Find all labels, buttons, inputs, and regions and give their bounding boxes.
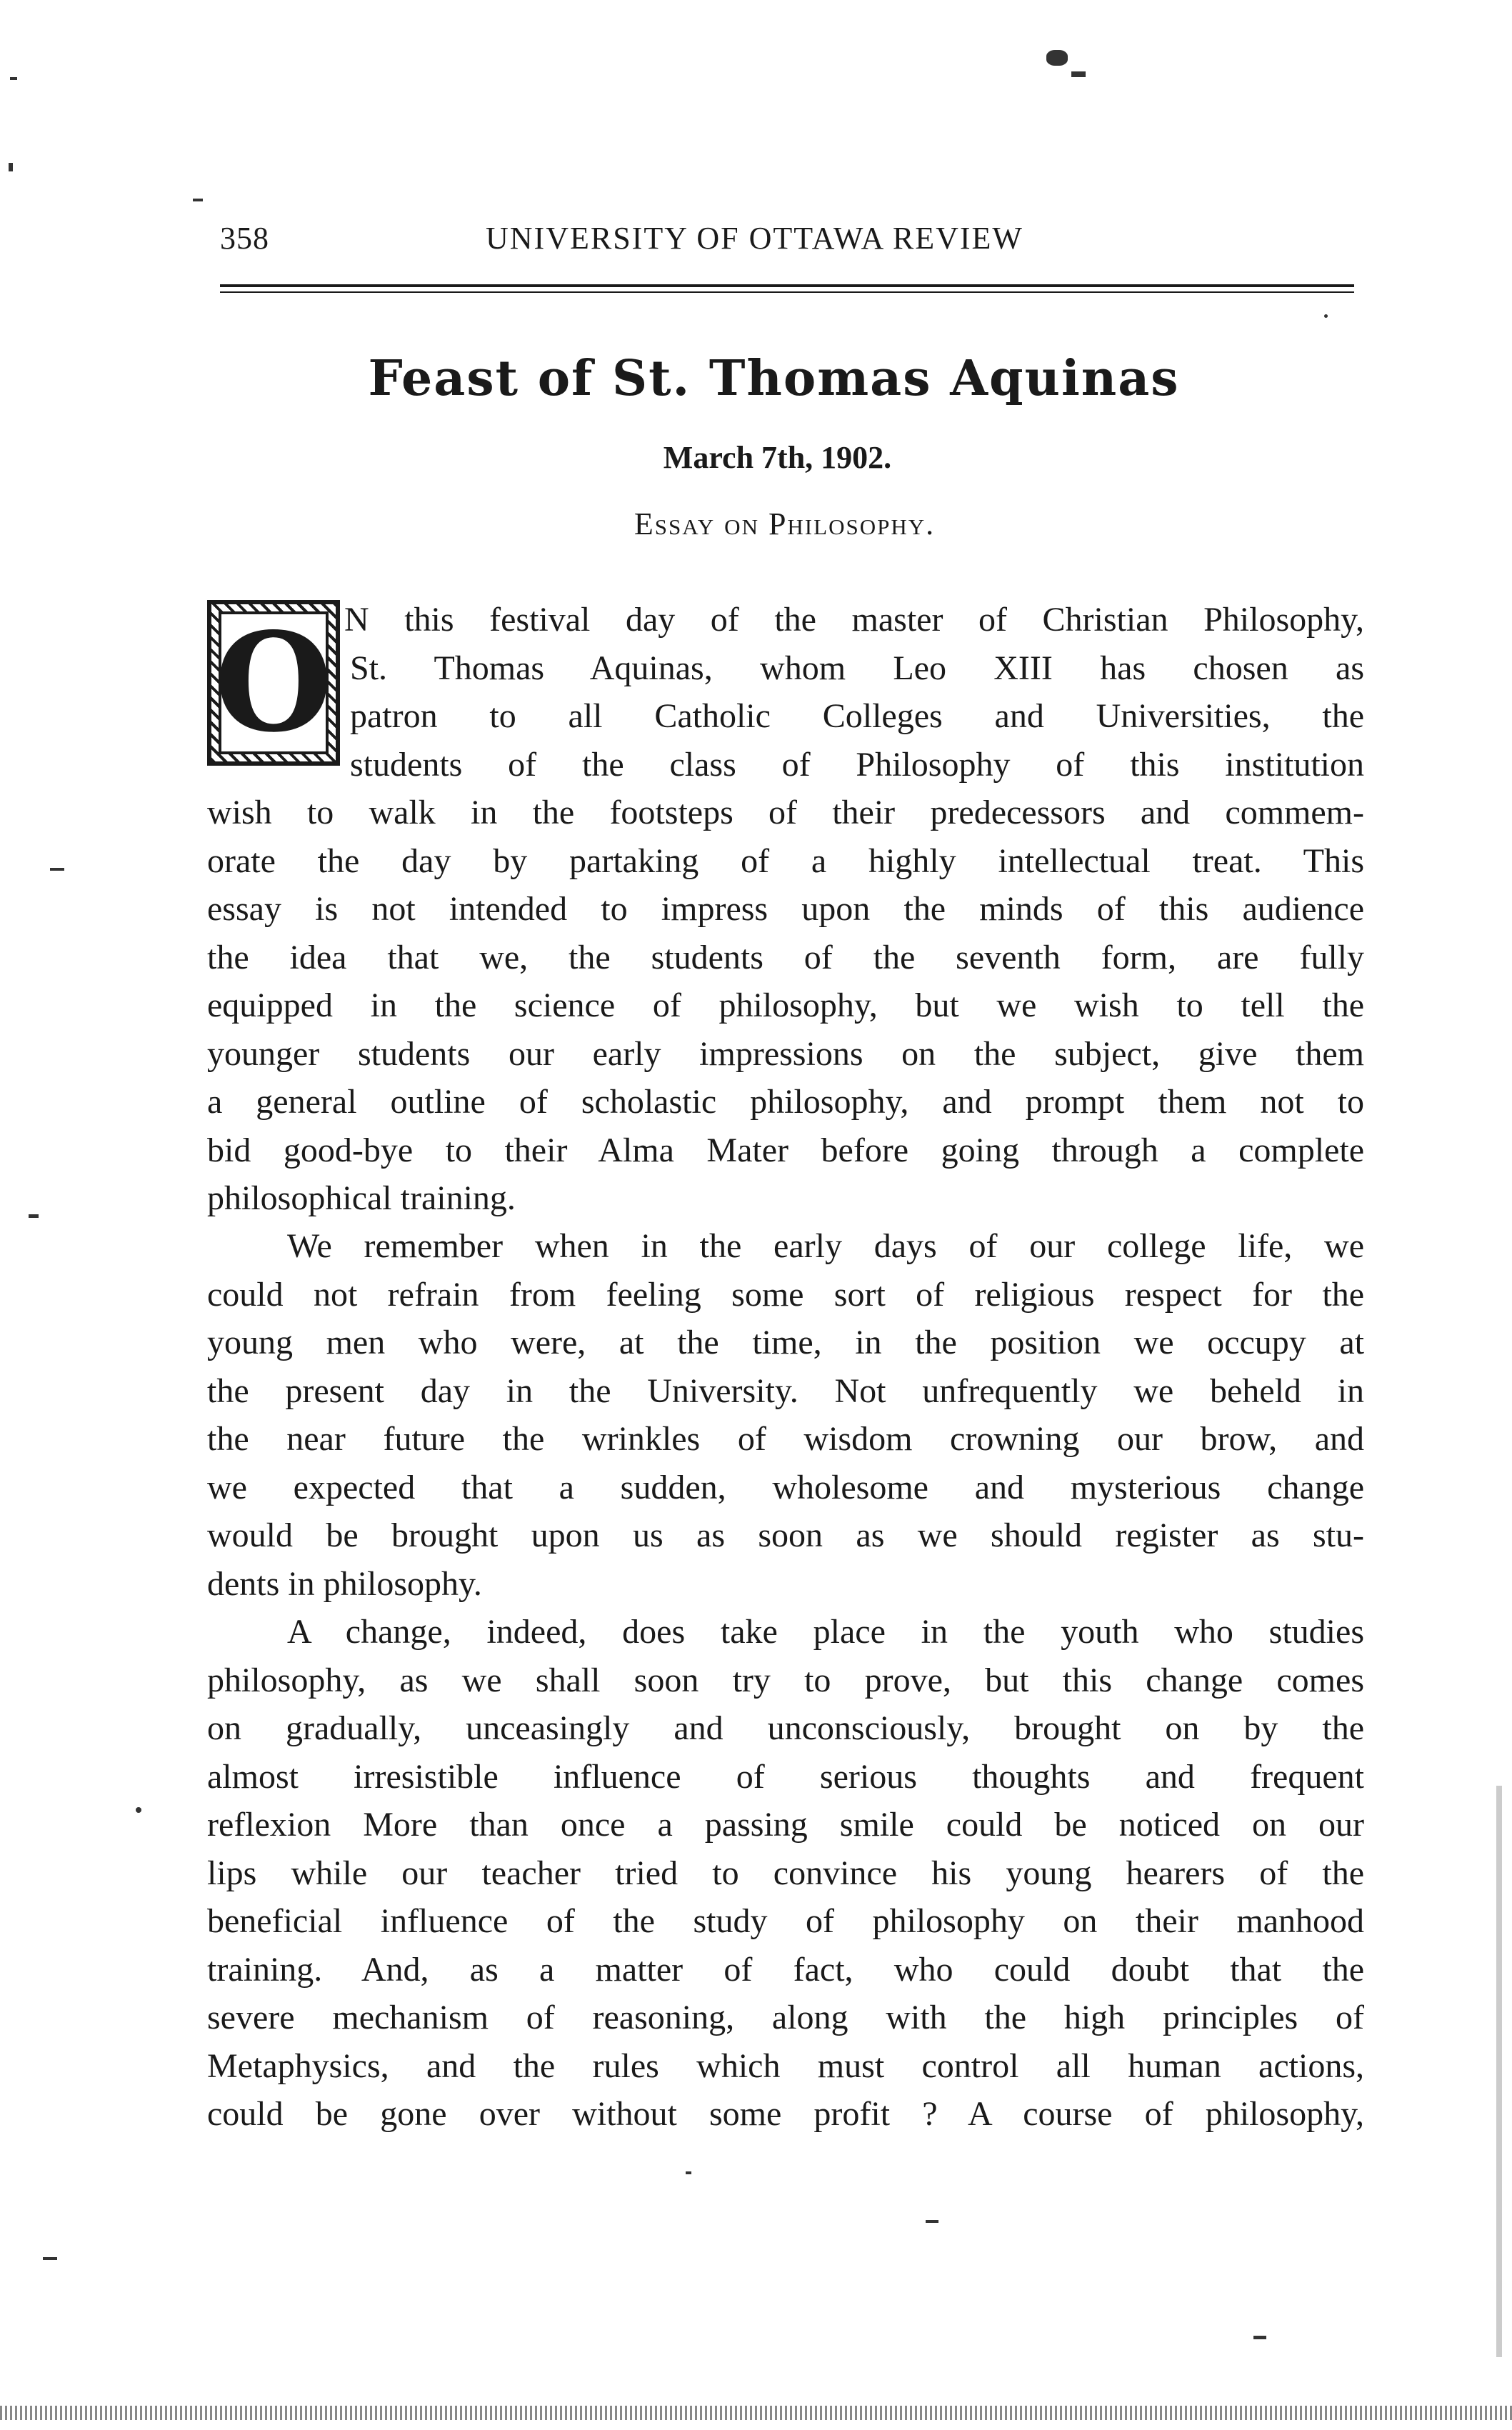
drop-cap-letter: O — [214, 603, 333, 762]
scan-speck — [1253, 2336, 1266, 2339]
text-line: St. Thomas Aquinas, whom Leo XIII has chosen as — [350, 649, 1364, 687]
scan-speck — [29, 1214, 39, 1218]
text-line: severe mechanism of reasoning, along with the high principles of — [207, 1999, 1364, 2036]
text-line: could not refrain from feeling some sort of religious respect for the — [207, 1275, 1364, 1314]
journal-title: UNIVERSITY OF OTTAWA REVIEW — [486, 221, 1023, 256]
text-line: the present day in the University. Not unfrequently we beheld in — [207, 1371, 1364, 1410]
text-line: Metaphysics, and the rules which must control all human actions, — [207, 2046, 1364, 2085]
paragraph-2 — [207, 1222, 1364, 1608]
text-line: N this festival day of the master of Christian Philosophy, — [344, 601, 1364, 639]
text-line: the near future the wrinkles of wisdom crowning our brow, and — [207, 1420, 1364, 1458]
article-title: Feast of St. Thomas Aquinas — [368, 350, 1180, 407]
text-line: lips while our teacher tried to convince his young hearers of the — [207, 1854, 1364, 1892]
scan-speck — [10, 77, 17, 80]
text-line: beneficial influence of the study of philosophy on their manhood — [207, 1902, 1364, 1940]
scan-speck — [193, 199, 203, 201]
text-line: the idea that we, the students of the seventh form, are fully — [207, 938, 1364, 976]
text-line: young men who were, at the time, in the position we occupy at — [207, 1324, 1364, 1361]
text-line: dents in philosophy. — [207, 1564, 482, 1603]
text-line: students of the class of Philosophy of this institution — [350, 745, 1364, 784]
text-line: wish to walk in the footsteps of their predecessors and commem- — [207, 794, 1364, 831]
paragraph-1 — [207, 596, 1364, 1223]
scan-speck — [136, 1807, 141, 1813]
article-date: March 7th, 1902. — [663, 440, 892, 475]
text-line: orate the day by partaking of a highly intellectual treat. This — [207, 841, 1364, 880]
text-line: equipped in the science of philosophy, but we wish to tell the — [207, 986, 1364, 1024]
text-line: a general outline of scholastic philosophy, and prompt them not to — [207, 1083, 1364, 1121]
text-line: on gradually, unceasingly and unconsciously, brought on by the — [207, 1709, 1364, 1747]
running-header — [220, 220, 1354, 263]
text-line: almost irresistible influence of serious thoughts and frequent — [207, 1757, 1364, 1796]
text-line: We remember when in the early days of our college life, we — [287, 1227, 1364, 1265]
text-line: philosophical training. — [207, 1179, 516, 1217]
scan-speck — [1046, 50, 1068, 66]
text-line: we expected that a sudden, wholesome and mysterious change — [207, 1468, 1364, 1506]
text-line: A change, indeed, does take place in the youth who studies — [287, 1613, 1364, 1651]
text-line: would be brought upon us as soon as we should register as stu- — [207, 1516, 1364, 1554]
text-line: could be gone over without some profit ? A course of philosophy, — [207, 2095, 1364, 2133]
scan-speck — [1496, 1786, 1502, 2357]
header-rule — [220, 284, 1354, 287]
text-line: bid good-bye to their Alma Mater before going through a complete — [207, 1131, 1364, 1169]
article-subtitle: Essay on Philosophy. — [634, 506, 936, 541]
scan-speck — [43, 2257, 57, 2260]
paragraph-3 — [207, 1608, 1364, 2139]
scan-bottom-edge — [0, 2406, 1512, 2420]
page-number: 358 — [220, 221, 269, 256]
text-line: patron to all Catholic Colleges and Universities, the — [350, 697, 1364, 735]
text-line: essay is not intended to impress upon the minds of this audience — [207, 890, 1364, 928]
scan-speck — [686, 2171, 691, 2174]
header-rule — [220, 291, 1354, 293]
scan-speck — [9, 163, 13, 171]
text-line: reflexion More than once a passing smile could be noticed on our — [207, 1806, 1364, 1844]
scan-speck — [926, 2220, 938, 2223]
scan-speck — [50, 868, 64, 871]
text-line: training. And, as a matter of fact, who could doubt that the — [207, 1950, 1364, 1989]
scan-speck — [1324, 314, 1328, 318]
text-line: younger students our early impressions on the subject, give them — [207, 1034, 1364, 1073]
scan-speck — [1071, 71, 1086, 77]
text-line: philosophy, as we shall soon try to prove, but this change comes — [207, 1661, 1364, 1699]
